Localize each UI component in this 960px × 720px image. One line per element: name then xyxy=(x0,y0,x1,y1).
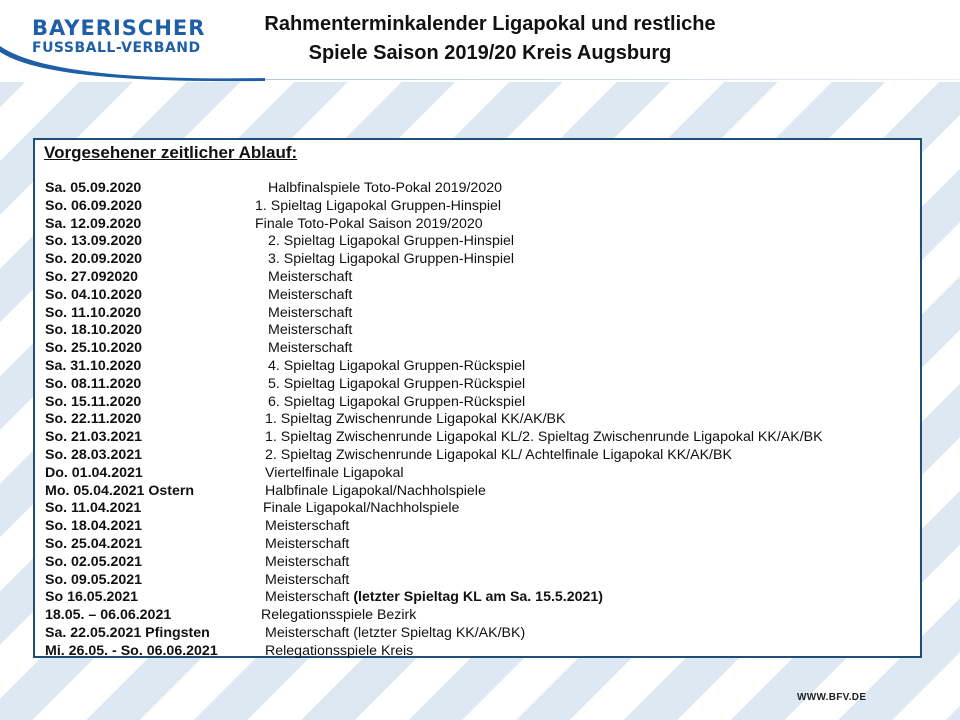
schedule-row xyxy=(35,233,920,251)
schedule-event xyxy=(268,394,525,412)
schedule-event xyxy=(255,216,483,234)
schedule-date: So. 11.10.2020 xyxy=(45,304,142,321)
schedule-event-text: Meisterschaft xyxy=(268,322,353,339)
schedule-row xyxy=(35,625,920,643)
title-line-2: Spiele Saison 2019/20 Kreis Augsburg xyxy=(308,42,672,64)
schedule-event xyxy=(268,269,352,287)
schedule-row xyxy=(35,572,920,590)
schedule-row xyxy=(35,447,920,465)
schedule-event-note: (letzter Spieltag KL am Sa. 15.5.2021) xyxy=(349,589,604,606)
schedule-event xyxy=(268,251,514,269)
footer-url: WWW.BFV.DE xyxy=(797,692,867,703)
schedule-event xyxy=(268,180,502,198)
schedule-event-text: Meisterschaft xyxy=(268,340,353,357)
schedule-row xyxy=(35,607,920,625)
schedule-event-text: 5. Spieltag Ligapokal Gruppen-Rückspiel xyxy=(268,375,526,392)
schedule-row xyxy=(35,465,920,483)
schedule-row xyxy=(35,411,920,429)
schedule-event xyxy=(255,198,501,216)
schedule-row xyxy=(35,589,920,607)
schedule-date: So. 22.11.2020 xyxy=(45,411,142,428)
schedule-event-text: Meisterschaft xyxy=(265,535,350,552)
schedule-event xyxy=(265,572,349,590)
schedule-row xyxy=(35,554,920,572)
schedule-row xyxy=(35,198,920,216)
schedule-event-text: 4. Spieltag Ligapokal Gruppen-Rückspiel xyxy=(268,357,526,374)
schedule-event xyxy=(265,643,413,661)
schedule-row xyxy=(35,376,920,394)
schedule-date: So. 18.10.2020 xyxy=(45,322,143,339)
schedule-date: Sa. 12.09.2020 xyxy=(45,215,142,232)
schedule-event-text: Meisterschaft xyxy=(268,268,353,285)
schedule-event-text: Meisterschaft xyxy=(265,571,350,588)
schedule-date: Mi. 26.05. - So. 06.06.2021 xyxy=(45,642,218,659)
schedule-row xyxy=(35,394,920,412)
schedule-row xyxy=(35,269,920,287)
schedule-date: So. 25.04.2021 xyxy=(45,535,143,552)
schedule-event xyxy=(268,233,514,251)
schedule-date: 18.05. – 06.06.2021 xyxy=(45,607,172,624)
schedule-row xyxy=(35,643,920,661)
schedule-event xyxy=(265,447,732,465)
schedule-event-text: 2. Spieltag Ligapokal Gruppen-Hinspiel xyxy=(268,233,515,250)
schedule-event xyxy=(265,465,404,483)
schedule-date: So 16.05.2021 xyxy=(45,589,139,606)
schedule-row xyxy=(35,180,920,198)
schedule-event xyxy=(265,625,525,643)
schedule-date: Do. 01.04.2021 xyxy=(45,464,143,481)
schedule-box xyxy=(33,138,922,658)
schedule-event xyxy=(265,536,349,554)
schedule-row xyxy=(35,216,920,234)
schedule-event xyxy=(268,322,352,340)
schedule-event-text: 6. Spieltag Ligapokal Gruppen-Rückspiel xyxy=(268,393,526,410)
schedule-row xyxy=(35,251,920,269)
schedule-event-text: Meisterschaft xyxy=(265,518,350,535)
schedule-date: Sa. 22.05.2021 Pfingsten xyxy=(45,624,210,641)
title-line-1: Rahmenterminkalender Ligapokal und restliche xyxy=(264,13,716,35)
schedule-event-text: Finale Ligapokal/Nachholspiele xyxy=(263,500,460,517)
schedule-event xyxy=(265,411,565,429)
schedule-event xyxy=(265,554,349,572)
schedule-date: Sa. 31.10.2020 xyxy=(45,357,142,374)
schedule-date: So. 02.05.2021 xyxy=(45,553,143,570)
schedule-event-text: Finale Toto-Pokal Saison 2019/2020 xyxy=(255,215,483,232)
schedule-event xyxy=(268,358,525,376)
schedule-row xyxy=(35,429,920,447)
schedule-event-text: Relegationsspiele Bezirk xyxy=(261,607,417,624)
schedule-date: So. 06.09.2020 xyxy=(45,197,143,214)
schedule-list xyxy=(35,180,920,661)
schedule-date: So. 08.11.2020 xyxy=(45,375,142,392)
schedule-event-text: Relegationsspiele Kreis xyxy=(265,642,414,659)
schedule-date: So. 09.05.2021 xyxy=(45,571,143,588)
slide-header xyxy=(0,0,960,82)
schedule-date: So. 27.092020 xyxy=(45,268,139,285)
schedule-event xyxy=(268,340,352,358)
schedule-event-text: Meisterschaft (letzter Spieltag KK/AK/BK) xyxy=(265,624,526,641)
schedule-row xyxy=(35,518,920,536)
page-title xyxy=(190,10,790,68)
schedule-heading: Vorgesehener zeitlicher Ablauf: xyxy=(44,143,298,162)
schedule-row xyxy=(35,322,920,340)
schedule-event xyxy=(265,518,349,536)
schedule-date: So. 11.04.2021 xyxy=(45,500,142,517)
schedule-event xyxy=(268,287,352,305)
header-divider xyxy=(265,79,960,80)
schedule-date: So. 28.03.2021 xyxy=(45,446,143,463)
schedule-date: So. 20.09.2020 xyxy=(45,251,143,268)
schedule-event xyxy=(261,607,416,625)
schedule-event xyxy=(265,589,603,607)
schedule-date: Sa. 05.09.2020 xyxy=(45,180,142,196)
schedule-date: So. 25.10.2020 xyxy=(45,340,143,357)
schedule-row xyxy=(35,287,920,305)
schedule-event-text: Meisterschaft xyxy=(265,553,350,570)
schedule-event xyxy=(265,483,486,501)
schedule-event-text: 1. Spieltag Ligapokal Gruppen-Hinspiel xyxy=(255,197,502,214)
schedule-date: So. 21.03.2021 xyxy=(45,429,143,446)
schedule-event-text: Halbfinale Ligapokal/Nachholspiele xyxy=(265,482,486,499)
logo-line-1: BAYERISCHER xyxy=(32,16,206,40)
schedule-event xyxy=(268,376,525,394)
schedule-event-text: 1. Spieltag Zwischenrunde Ligapokal KL/2. Spieltag Zwischenrunde Ligapokal KK/AK/BK xyxy=(265,429,823,446)
schedule-event-text: 2. Spieltag Zwischenrunde Ligapokal KL/ Achtelfinale Ligapokal KK/AK/BK xyxy=(265,446,732,463)
schedule-row xyxy=(35,500,920,518)
schedule-event-text: Meisterschaft xyxy=(265,589,350,606)
schedule-event xyxy=(263,500,459,518)
schedule-event xyxy=(268,305,352,323)
schedule-row xyxy=(35,536,920,554)
schedule-date: So. 04.10.2020 xyxy=(45,286,143,303)
schedule-event-text: 1. Spieltag Zwischenrunde Ligapokal KK/AK/BK xyxy=(265,411,566,428)
schedule-event xyxy=(265,429,823,447)
logo-line-2: FUSSBALL-VERBAND xyxy=(32,40,201,56)
schedule-row xyxy=(35,340,920,358)
schedule-event-text: 3. Spieltag Ligapokal Gruppen-Hinspiel xyxy=(268,251,515,268)
schedule-date: Mo. 05.04.2021 Ostern xyxy=(45,482,195,499)
schedule-event-text: Halbfinalspiele Toto-Pokal 2019/2020 xyxy=(268,180,502,196)
schedule-row xyxy=(35,305,920,323)
schedule-row xyxy=(35,483,920,501)
schedule-event-text: Meisterschaft xyxy=(268,286,353,303)
schedule-date: So. 18.04.2021 xyxy=(45,518,143,535)
schedule-date: So. 15.11.2020 xyxy=(45,393,142,410)
schedule-date: So. 13.09.2020 xyxy=(45,233,143,250)
schedule-event-text: Viertelfinale Ligapokal xyxy=(265,464,404,481)
schedule-event-text: Meisterschaft xyxy=(268,304,353,321)
schedule-row xyxy=(35,358,920,376)
